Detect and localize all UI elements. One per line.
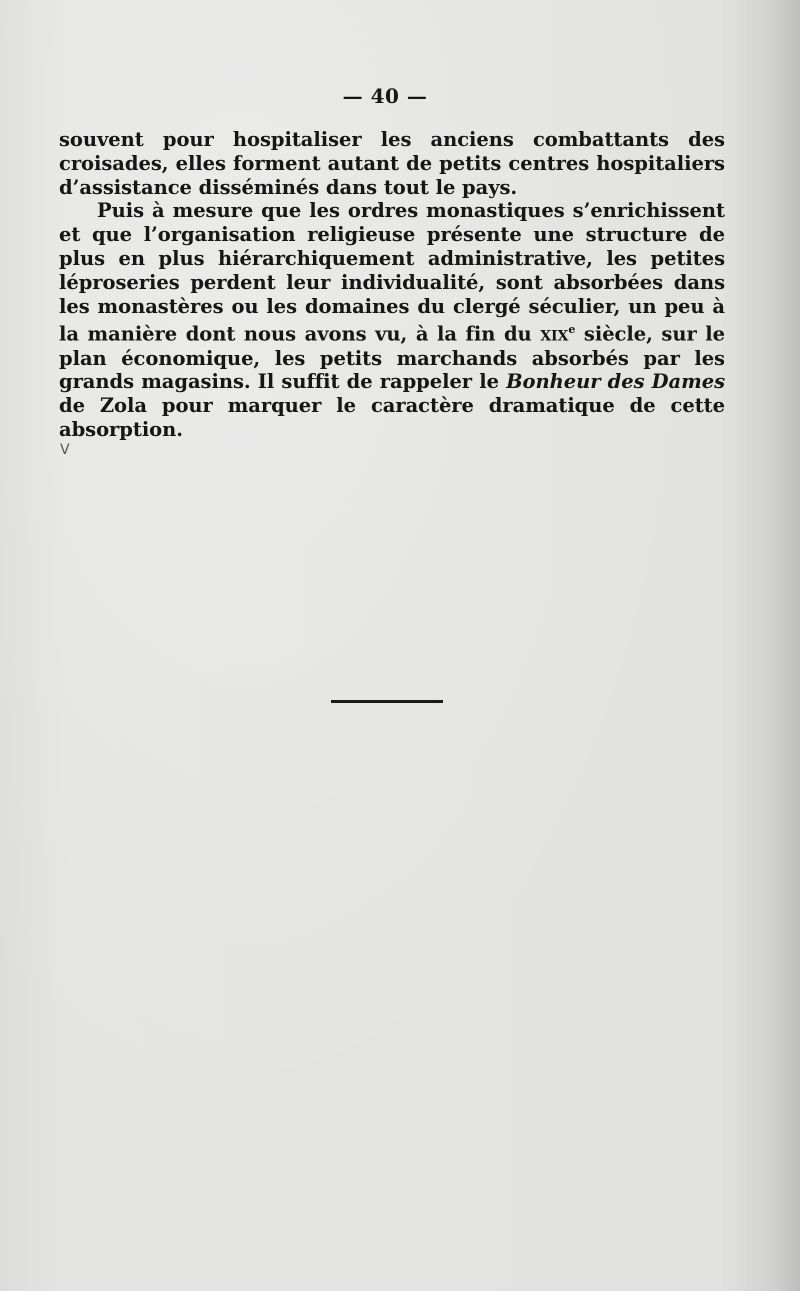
margin-pencil-mark: V (60, 442, 70, 458)
paragraph-2-text-c: de Zola pour marquer le caractère dramatique de cette absorption. (59, 394, 725, 442)
body-text (59, 128, 725, 442)
paragraph-2-text-a: Puis à mesure que les ordres monastiques s’enrichissent et que l’organisation religieuse présente une structure de plus en plus hiérarchiquement administrative, les petites léproseries perdent leur individualité, sont absorbées dans les monastères ou les domaines du clergé séculier, un peu à la manière dont nous avons vu, à la fin du (59, 199, 725, 346)
book-title: Bonheur des Dames (506, 370, 725, 394)
century-superscript: e (568, 323, 576, 337)
end-rule (331, 700, 443, 703)
page-number: — 40 — (342, 84, 428, 108)
paragraph-2-text-b: siècle, sur le plan économique, les petits marchands absorbés par les grands magasins. Il suffit de rappeler le (59, 322, 725, 394)
century-numeral: xix (540, 322, 569, 346)
paragraph-2 (59, 199, 725, 441)
paragraph-1: souvent pour hospitaliser les anciens combattants des croisades, elles forment autant de petits centres hospitaliers d’assistance disséminés dans tout le pays. (59, 128, 725, 199)
